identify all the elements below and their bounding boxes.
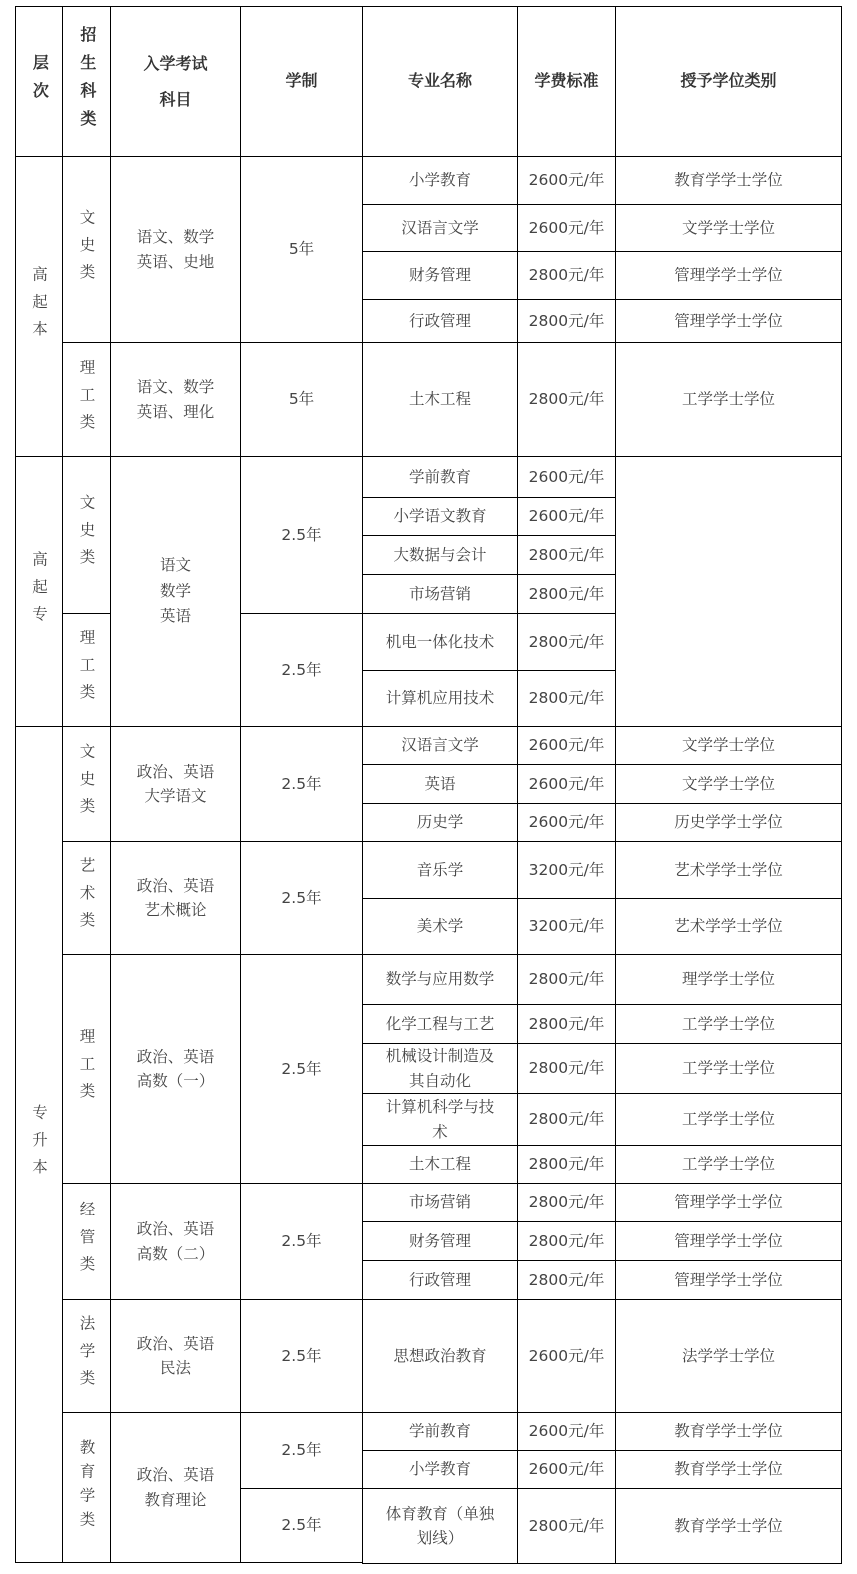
- category-text: 艺术类: [77, 857, 96, 939]
- fee-text: 2600元/年: [528, 507, 605, 526]
- degree-cell: [615, 726, 842, 765]
- degree-text: 管理学学士学位: [674, 1270, 783, 1289]
- subjects-text: 政治、英语 大学语文: [136, 762, 215, 805]
- degree-cell: [615, 1093, 842, 1146]
- fee-cell: [517, 764, 616, 804]
- header-fee-text: 学费标准: [534, 71, 599, 91]
- duration-text: 2.5年: [281, 660, 322, 679]
- major-cell: [362, 726, 518, 765]
- duration-cell: [240, 1299, 363, 1413]
- degree-cell: [615, 1488, 842, 1564]
- major-cell: [362, 898, 518, 955]
- major-cell: [362, 299, 518, 343]
- duration-text: 2.5年: [281, 1232, 322, 1251]
- degree-cell: [615, 1183, 842, 1222]
- major-text: 化学工程与工艺: [385, 1014, 495, 1033]
- major-text: 机电一体化技术: [385, 632, 495, 651]
- major-text: 思想政治教育: [393, 1346, 487, 1365]
- major-text: 数学与应用数学: [385, 970, 495, 989]
- major-cell: [362, 156, 518, 205]
- major-text: 土木工程: [408, 1155, 471, 1174]
- major-text: 小学语文教育: [393, 507, 487, 526]
- degree-cell: [615, 1004, 842, 1044]
- degree-cell: [615, 204, 842, 252]
- degree-cell: [615, 156, 842, 205]
- degree-text: 教育学学士学位: [674, 1422, 783, 1441]
- major-cell: [362, 535, 518, 575]
- major-text: 行政管理: [408, 1270, 471, 1289]
- category-zsb-wenshi: [62, 726, 111, 842]
- major-text: 市场营销: [408, 584, 471, 603]
- fee-text: 2600元/年: [528, 736, 605, 755]
- subjects-text: 政治、英语 高数（一）: [136, 1047, 215, 1090]
- subjects-text: 政治、英语 艺术概论: [136, 876, 215, 919]
- subjects-zsb-faxue: [110, 1299, 241, 1413]
- major-cell: [362, 1450, 518, 1489]
- subjects-gqb-ligong: [110, 342, 241, 457]
- major-text: 汉语言文学: [401, 736, 479, 755]
- level-gqb: [15, 156, 63, 457]
- major-text: 行政管理: [408, 311, 471, 330]
- major-cell: [362, 1488, 518, 1564]
- duration-cell: [240, 1412, 363, 1489]
- major-cell: [362, 1093, 518, 1146]
- category-text: 文史类: [77, 743, 96, 825]
- major-text: 计算机科学与技 术: [385, 1098, 495, 1141]
- fee-cell: [517, 497, 616, 536]
- fee-text: 3200元/年: [528, 860, 605, 879]
- header-level: [15, 6, 63, 157]
- fee-cell: [517, 1043, 616, 1094]
- category-zsb-jingguan: [62, 1183, 111, 1300]
- duration-cell: [240, 841, 363, 955]
- major-cell: [362, 1004, 518, 1044]
- category-text: 文史类: [77, 208, 96, 291]
- major-cell: [362, 764, 518, 804]
- degree-text: 文学学士学位: [681, 218, 775, 237]
- major-text: 机械设计制造及 其自动化: [385, 1047, 495, 1090]
- header-duration-text: 学制: [285, 71, 318, 91]
- fee-text: 2800元/年: [528, 1110, 605, 1129]
- degree-cell: [615, 342, 842, 457]
- major-cell: [362, 456, 518, 498]
- duration-cell: [240, 1488, 363, 1563]
- level-zsb-text: 专升本: [30, 1103, 49, 1186]
- degree-text: 工学学士学位: [681, 1014, 775, 1033]
- major-text: 音乐学: [416, 860, 464, 879]
- degree-cell: [615, 803, 842, 842]
- degree-cell: [615, 1043, 842, 1094]
- degree-text: 艺术学学士学位: [674, 860, 783, 879]
- header-major-text: 专业名称: [407, 71, 472, 91]
- fee-cell: [517, 726, 616, 765]
- major-cell: [362, 1412, 518, 1451]
- major-cell: [362, 1183, 518, 1222]
- fee-cell: [517, 1412, 616, 1451]
- major-cell: [362, 1145, 518, 1184]
- major-cell: [362, 251, 518, 300]
- fee-cell: [517, 1299, 616, 1413]
- duration-cell: [240, 726, 363, 842]
- level-gqz: [15, 456, 63, 727]
- degree-text: 工学学士学位: [681, 390, 775, 409]
- degree-text: 教育学学士学位: [674, 1516, 783, 1535]
- category-text: 经管类: [77, 1200, 96, 1283]
- major-cell: [362, 342, 518, 457]
- degree-cell: [615, 1450, 842, 1489]
- fee-text: 2800元/年: [528, 1516, 605, 1535]
- subjects-text: 语文、数学 英语、理化: [136, 378, 215, 421]
- fee-cell: [517, 1004, 616, 1044]
- fee-cell: [517, 574, 616, 614]
- fee-cell: [517, 1221, 616, 1261]
- fee-cell: [517, 1488, 616, 1564]
- duration-text: 2.5年: [281, 1516, 322, 1535]
- fee-cell: [517, 1450, 616, 1489]
- fee-cell: [517, 841, 616, 899]
- fee-text: 2600元/年: [528, 218, 605, 237]
- major-text: 财务管理: [408, 266, 471, 285]
- major-text: 历史学: [416, 813, 464, 832]
- major-text: 计算机应用技术: [385, 689, 495, 708]
- header-subjects-text: 入学考试 科目: [143, 54, 208, 109]
- category-zsb-ligong: [62, 954, 111, 1184]
- category-gqz-ligong: [62, 613, 111, 727]
- duration-cell: [240, 954, 363, 1184]
- fee-text: 2800元/年: [528, 545, 605, 564]
- category-gqz-wenshi: [62, 456, 111, 614]
- subjects-zsb-jingguan: [110, 1183, 241, 1300]
- major-cell: [362, 670, 518, 727]
- header-duration: [240, 6, 363, 157]
- fee-text: 2800元/年: [528, 584, 605, 603]
- fee-text: 2800元/年: [528, 1231, 605, 1250]
- duration-cell: [240, 456, 363, 614]
- major-cell: [362, 803, 518, 842]
- subjects-text: 语文、数学 英语、史地: [136, 228, 215, 271]
- fee-text: 2600元/年: [528, 467, 605, 486]
- major-cell: [362, 497, 518, 536]
- degree-cell: [615, 1412, 842, 1451]
- subjects-text: 政治、英语 民法: [136, 1334, 215, 1377]
- fee-cell: [517, 342, 616, 457]
- degree-cell: [615, 1260, 842, 1300]
- major-cell: [362, 1221, 518, 1261]
- fee-text: 2800元/年: [528, 1270, 605, 1289]
- level-gqb-text: 高起本: [30, 265, 49, 348]
- duration-text: 5年: [288, 390, 315, 409]
- fee-cell: [517, 156, 616, 205]
- degree-cell: [615, 1221, 842, 1261]
- fee-cell: [517, 803, 616, 842]
- major-text: 美术学: [416, 917, 464, 936]
- major-text: 学前教育: [408, 467, 471, 486]
- category-text: 教育学类: [77, 1439, 96, 1536]
- fee-text: 2800元/年: [528, 1155, 605, 1174]
- fee-text: 2800元/年: [528, 1014, 605, 1033]
- duration-cell: [240, 1183, 363, 1300]
- degree-text: 艺术学学士学位: [674, 917, 783, 936]
- fee-text: 2600元/年: [528, 774, 605, 793]
- degree-cell: [615, 841, 842, 899]
- category-text: 文史类: [77, 494, 96, 576]
- category-text: 法学类: [77, 1315, 96, 1397]
- fee-cell: [517, 535, 616, 575]
- duration-text: 2.5年: [281, 1059, 322, 1078]
- degree-text: 工学学士学位: [681, 1110, 775, 1129]
- header-category-text: 招生科类: [77, 25, 97, 138]
- fee-text: 2600元/年: [528, 1422, 605, 1441]
- fee-text: 2800元/年: [528, 632, 605, 651]
- duration-text: 5年: [288, 240, 315, 259]
- category-text: 理工类: [77, 1028, 96, 1110]
- duration-text: 2.5年: [281, 1441, 322, 1460]
- major-text: 财务管理: [408, 1231, 471, 1250]
- major-text: 英语: [424, 774, 456, 793]
- fee-text: 2600元/年: [528, 1460, 605, 1479]
- major-cell: [362, 954, 518, 1005]
- category-zsb-jiaoyu: [62, 1412, 111, 1563]
- major-text: 大数据与会计: [393, 545, 487, 564]
- fee-cell: [517, 1145, 616, 1184]
- fee-text: 2800元/年: [528, 266, 605, 285]
- level-zsb: [15, 726, 63, 1563]
- fee-cell: [517, 1093, 616, 1146]
- fee-cell: [517, 898, 616, 955]
- major-text: 汉语言文学: [401, 218, 479, 237]
- category-zsb-faxue: [62, 1299, 111, 1413]
- major-text: 土木工程: [408, 390, 471, 409]
- subjects-text: 政治、英语 高数（二）: [136, 1220, 215, 1263]
- fee-text: 2800元/年: [528, 390, 605, 409]
- fee-text: 2800元/年: [528, 1193, 605, 1212]
- fee-cell: [517, 456, 616, 498]
- degree-cell: [615, 1299, 842, 1413]
- major-cell: [362, 574, 518, 614]
- degree-text: 管理学学士学位: [674, 1231, 783, 1250]
- header-subjects: [110, 6, 241, 157]
- fee-text: 2600元/年: [528, 813, 605, 832]
- subjects-gqb-wenshi: [110, 156, 241, 343]
- major-cell: [362, 1299, 518, 1413]
- fee-cell: [517, 954, 616, 1005]
- major-cell: [362, 613, 518, 671]
- fee-text: 2800元/年: [528, 1059, 605, 1078]
- degree-cell: [615, 898, 842, 955]
- header-category: [62, 6, 111, 157]
- degree-cell: [615, 1145, 842, 1184]
- degree-text: 管理学学士学位: [674, 311, 783, 330]
- fee-text: 2800元/年: [528, 689, 605, 708]
- fee-text: 2600元/年: [528, 171, 605, 190]
- degree-text: 教育学学士学位: [674, 1460, 783, 1479]
- duration-text: 2.5年: [281, 525, 322, 544]
- duration-cell: [240, 342, 363, 457]
- fee-text: 2800元/年: [528, 311, 605, 330]
- duration-cell: [240, 156, 363, 343]
- degree-text: 工学学士学位: [681, 1059, 775, 1078]
- fee-text: 2800元/年: [528, 970, 605, 989]
- subjects-text: 政治、英语 教育理论: [136, 1466, 215, 1509]
- degree-text: 理学学士学位: [681, 970, 775, 989]
- category-text: 理工类: [77, 629, 96, 711]
- subjects-zsb-jiaoyu: [110, 1412, 241, 1563]
- degree-text: 法学学士学位: [681, 1346, 775, 1365]
- category-gqb-ligong: [62, 342, 111, 457]
- degree-text: 教育学学士学位: [674, 171, 783, 190]
- degree-text: 文学学士学位: [681, 774, 775, 793]
- major-cell: [362, 1043, 518, 1094]
- category-zsb-yishu: [62, 841, 111, 955]
- major-text: 学前教育: [408, 1422, 471, 1441]
- subjects-zsb-wenshi: [110, 726, 241, 842]
- fee-cell: [517, 1260, 616, 1300]
- degree-text: 管理学学士学位: [674, 1193, 783, 1212]
- major-cell: [362, 204, 518, 252]
- major-text: 小学教育: [408, 171, 471, 190]
- subjects-gqz: [110, 456, 241, 727]
- header-fee: [517, 6, 616, 157]
- major-text: 体育教育（单独 划线）: [385, 1504, 495, 1547]
- fee-cell: [517, 613, 616, 671]
- fee-cell: [517, 1183, 616, 1222]
- degree-cell: [615, 299, 842, 343]
- fee-cell: [517, 670, 616, 727]
- duration-text: 2.5年: [281, 774, 322, 793]
- header-degree: [615, 6, 842, 157]
- header-level-text: 层次: [30, 53, 50, 110]
- fee-text: 2600元/年: [528, 1346, 605, 1365]
- subjects-zsb-ligong: [110, 954, 241, 1184]
- degree-cell: [615, 251, 842, 300]
- fee-cell: [517, 251, 616, 300]
- major-cell: [362, 841, 518, 899]
- degree-cell: [615, 764, 842, 804]
- degree-text: 文学学士学位: [681, 736, 775, 755]
- duration-cell: [240, 613, 363, 727]
- subjects-zsb-yishu: [110, 841, 241, 955]
- category-gqb-wenshi: [62, 156, 111, 343]
- fee-cell: [517, 299, 616, 343]
- degree-text: 管理学学士学位: [674, 266, 783, 285]
- header-major: [362, 6, 518, 157]
- duration-text: 2.5年: [281, 1346, 322, 1365]
- fee-text: 3200元/年: [528, 917, 605, 936]
- duration-text: 2.5年: [281, 888, 322, 907]
- subjects-text: 语文 数学 英语: [159, 556, 191, 626]
- major-text: 市场营销: [408, 1193, 471, 1212]
- category-text: 理工类: [77, 358, 96, 441]
- degree-cell-empty: [615, 456, 842, 727]
- degree-text: 历史学学士学位: [674, 813, 783, 832]
- level-gqz-text: 高起专: [30, 550, 49, 633]
- header-degree-text: 授予学位类别: [680, 71, 777, 91]
- fee-cell: [517, 204, 616, 252]
- degree-text: 工学学士学位: [681, 1155, 775, 1174]
- major-cell: [362, 1260, 518, 1300]
- degree-cell: [615, 954, 842, 1005]
- major-text: 小学教育: [408, 1460, 471, 1479]
